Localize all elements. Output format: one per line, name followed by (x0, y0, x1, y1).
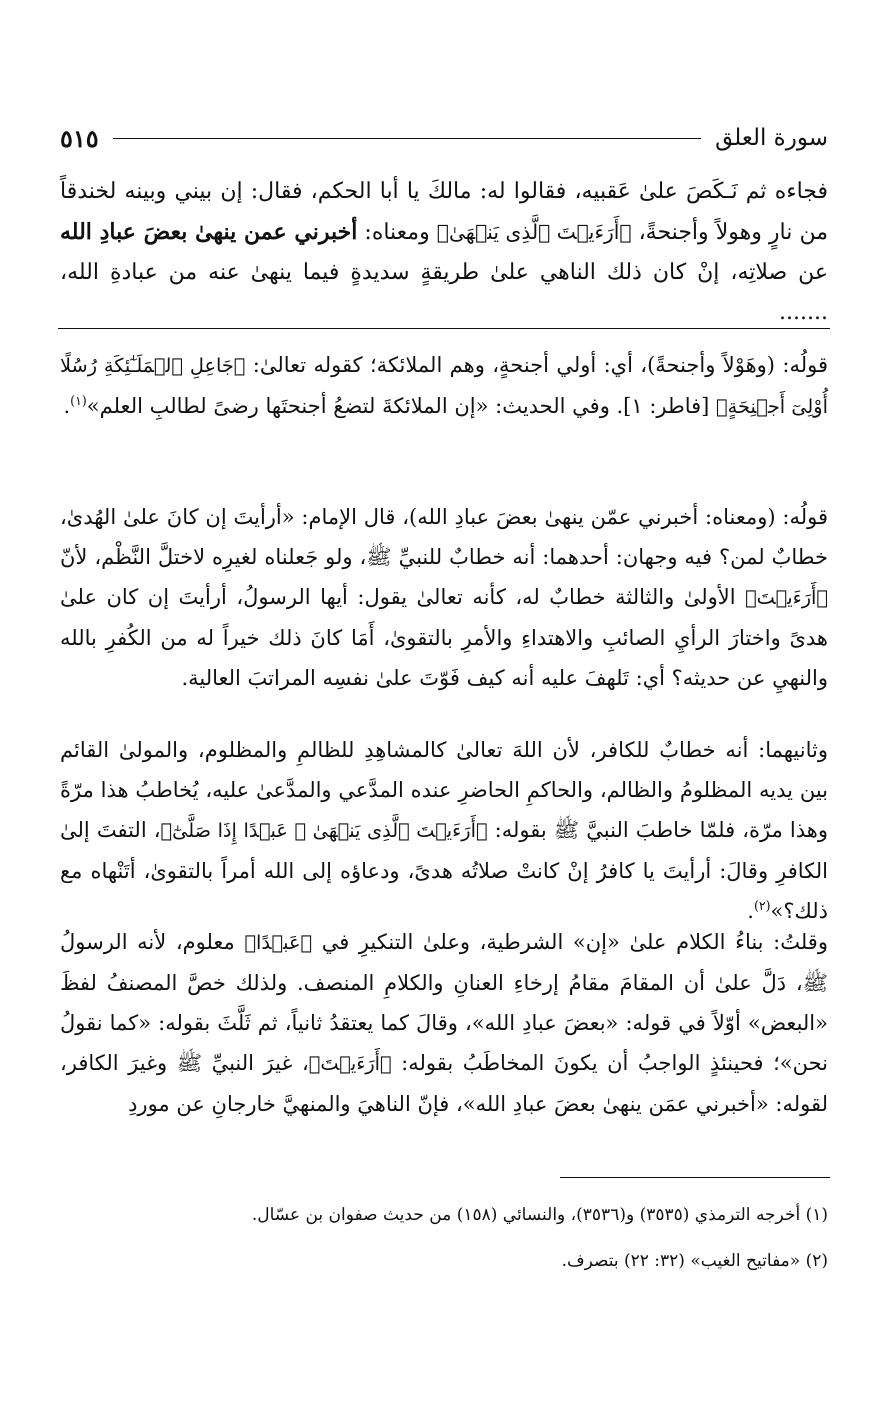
header-rule (113, 138, 701, 139)
c2-quran: ﴿أَرَءَيۡتَ﴾ (745, 586, 828, 609)
page-header (60, 118, 828, 158)
commentary-paragraph-2 (60, 497, 828, 698)
c3-end: . (747, 899, 754, 923)
c1-lead: قولُه: (وهَوْلاً وأجنحةً)، أي: أولي أجنحةٍ، وهم الملائكة؛ كقوله تعالىٰ: (252, 353, 828, 377)
footnote-divider (560, 1177, 830, 1178)
main-text-bold: أخبرني عمن ينهىٰ بعضَ عبادِ الله (60, 219, 358, 245)
surah-name: سورة العلق (715, 125, 828, 151)
c4-lead: وقلتُ: بناءُ الكلام علىٰ «إن» الشرطية، وعلىٰ التنكيرِ في (321, 930, 828, 954)
footnote-2: (٢) «مفاتيح الغيب» (٣٢: ٢٢) بتصرف. (561, 1251, 828, 1271)
c2-rest: الأولىٰ والثالثة خطابٌ له، كأنه تعالىٰ يقول: أيها الرسولُ، أرأيتَ إن كان علىٰ هدىً واختارَ الرأيِ الصائبِ والاهتداءِ والأمرِ بالتقوىٰ، أَمَا كانَ ذلك خيراً له من الكُفرِ بالله والنهيِ عن حديثه؟ أي: تَلهفَ عليه أنه كيف فَوّتَ علىٰ نفسِه المراتبَ العالية. (60, 585, 828, 690)
commentary-paragraph-4 (60, 922, 828, 1124)
c3-lead: وثانيهما: أنه خطابٌ للكافر، لأن اللهَ تعالىٰ كالمشاهِدِ للظالمِ والمظلوم، والمولىٰ القائم بين يديه المظلومُ والظالم، والحاكمِ الحاضرِ عنده المدَّعي والمدَّعىٰ عليه، يُخاطبُ هذا مرّةً وهذا مرّة، فلمّا خاطبَ النبيَّ ﷺ بقوله: (60, 738, 828, 842)
quran-verse: ﴿أَرَءَيۡتَ ٱلَّذِى يَنۡهَىٰ﴾ (436, 220, 632, 244)
footnote-1: (١) أخرجه الترمذي (٣٥٣٥) و(٣٥٣٦)، والنسائي (١٥٨) من حديث صفوان بن عسّال. (251, 1205, 828, 1225)
c3-quran: ﴿أَرَءَيۡتَ ٱلَّذِى يَنۡهَىٰ ۞ عَبۡدًا إِذَا صَلَّىٰٓ﴾ (160, 819, 488, 842)
main-divider (58, 328, 830, 329)
commentary-paragraph-1 (60, 345, 828, 427)
footnote-ref-2: (٢) (753, 898, 771, 913)
c4-rest: ، غيرَ النبيِّ ﷺ وغيرَ الكافر، لقوله: «أخبرني عمَن ينهىٰ بعضَ عبادِ الله»، فإنّ الناهيَ والمنهيَّ خارجانِ عن موردِ (60, 1051, 828, 1116)
footnote-ref-1: (١) (70, 393, 87, 408)
c1-rest: [فاطر: ١]. وفي الحديث: «إن الملائكةَ لتضعُ أجنحتَها رضىً لطالبِ العلم» (86, 394, 710, 418)
c1-end: . (63, 394, 71, 418)
c2-lead: قولُه: (ومعناه: أخبرني عمّن ينهىٰ بعضَ عبادِ الله)، قال الإمام: «أرأيتَ إن كانَ علىٰ الهُدىٰ، خطابٌ لمن؟ فيه وجهان: أحدهما: أنه خطابٌ للنبيِّ ﷺ، ولو جَعلناه لغيرِه لاختلَّ النَّظْم، لأنّ (60, 505, 828, 569)
page-number: ٥١٥ (60, 123, 99, 153)
c4-quran-1: ﴿عَبۡدًا﴾ (244, 931, 313, 954)
c4-mid: معلوم، لأنه الرسولُ ﷺ، دَلَّ علىٰ أن المقامَ مقامُ إرخاءِ العنانِ والكلامِ المنصف. ولذلك خصَّ المصنفُ لفظَ «البعض» أوّلاً في قوله: «بعضَ عبادِ الله»، وقالَ كما يعتقدُ ثانياً، ثم ثَلَّثَ بقوله: «كما نقولُ نحن»؛ فحينئذٍ الواجبُ أن يكونَ المخاطَبُ بقوله: (60, 930, 828, 1075)
main-text-part3: عن صلاتِه، إنْ كان ذلك الناهي علىٰ طريقةٍ سديدةٍ فيما ينهىٰ عنه من عبادةِ الله، ....... (60, 260, 828, 325)
main-text-part2: ومعناه: (364, 220, 430, 245)
commentary-paragraph-3 (60, 730, 828, 931)
main-text-part1: فجاءه ثم نَـكَصَ علىٰ عَقبيه، فقالوا له: مالكَ يا أبا الحكم، فقال: إن بيني وبينه لخندقاً من نارٍ وهولاً وأجنحةً، (60, 179, 828, 245)
main-text (60, 172, 828, 333)
c3-rest: ، التفتَ إلىٰ الكافرِ وقالَ: أرأيتَ يا كافرُ إنْ كانتْ صلاتُه هدىً، ودعاؤه إلى الله أمراً بالتقوىٰ، أتَنْهاه مع ذلك؟» (60, 818, 828, 923)
c1-quran: ﴿جَاعِلِ ٱلۡمَلَـٰٓئِكَةِ رُسُلًا أُوْلِىٓ أَجۡنِحَةٍ﴾ (60, 354, 828, 418)
c4-quran-2: ﴿أَرَءَيۡتَ﴾ (308, 1052, 392, 1075)
